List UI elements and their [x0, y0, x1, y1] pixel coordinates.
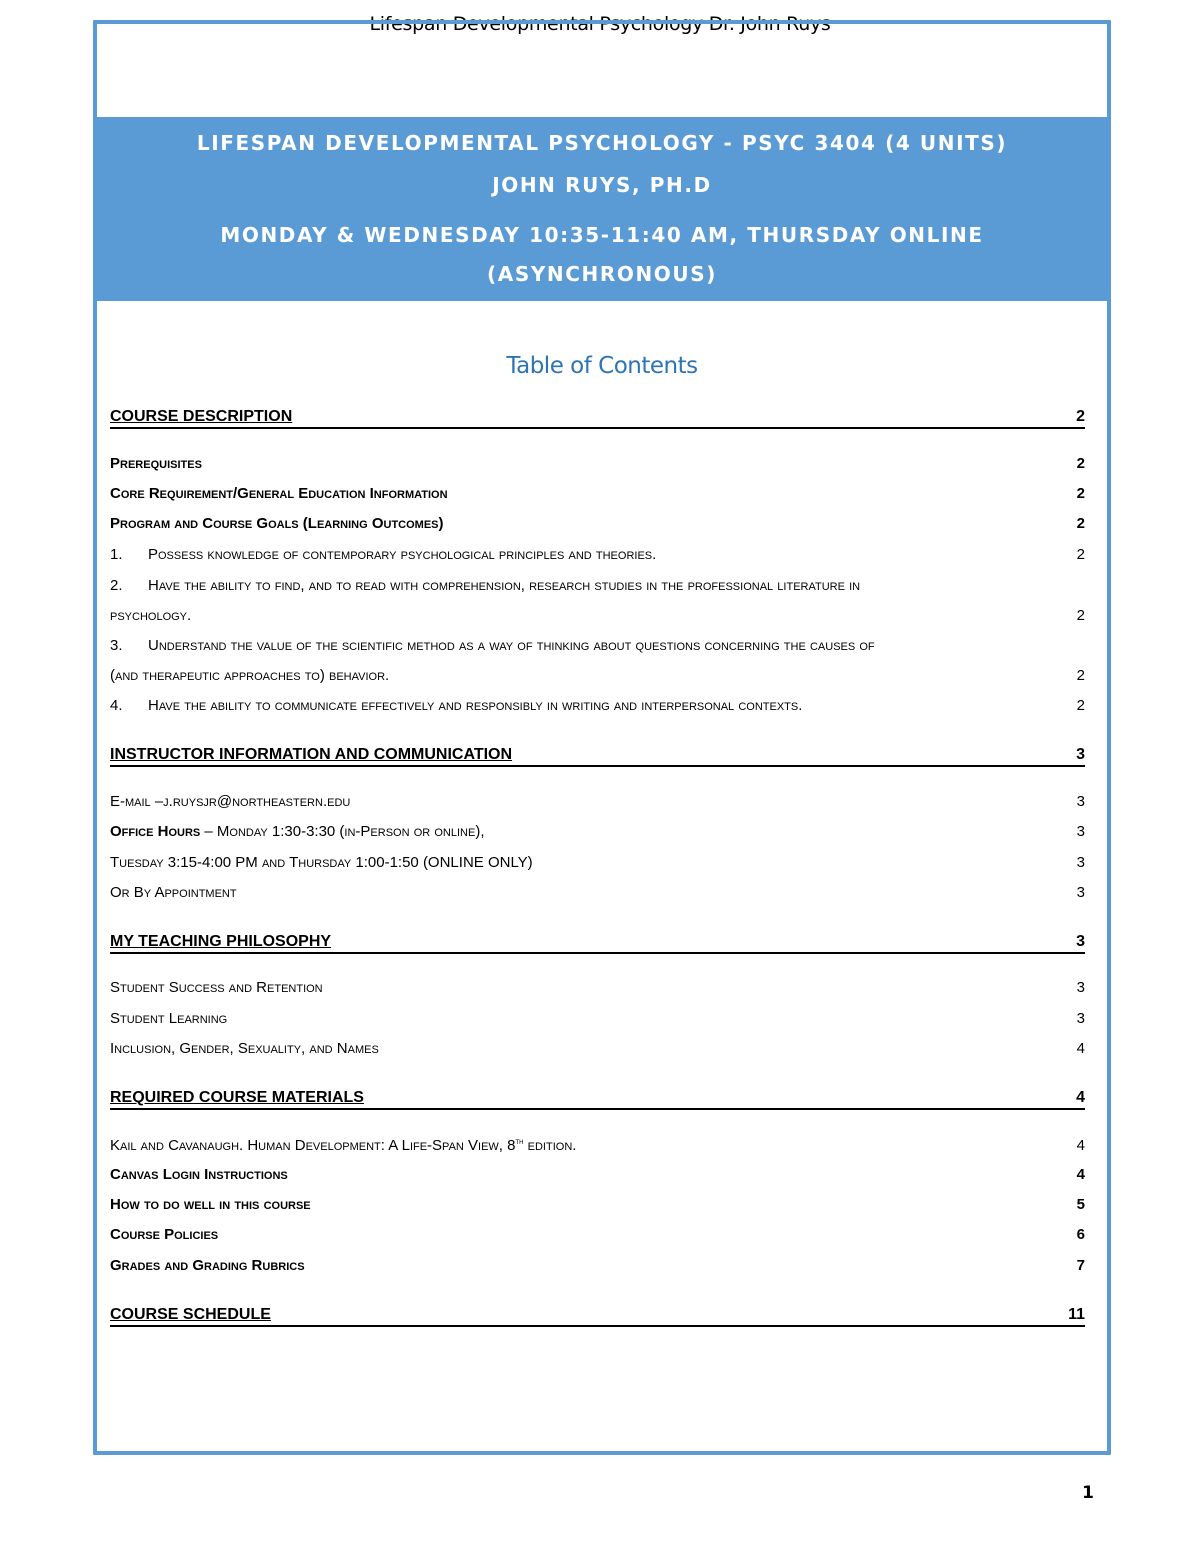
toc-item-grades[interactable]: Grades and Grading Rubrics 7: [110, 1257, 1085, 1274]
running-header: Lifespan Developmental Psychology Dr. John Ruys: [369, 13, 831, 35]
toc-item-core-requirement[interactable]: Core Requirement/General Education Information 2: [110, 485, 1085, 502]
toc-heading-course-materials[interactable]: REQUIRED COURSE MATERIALS 4: [110, 1089, 1085, 1110]
banner-schedule: MONDAY & WEDNESDAY 10:35-11:40 AM, THURSDAY ONLINE: [220, 223, 984, 247]
toc-heading-course-description[interactable]: COURSE DESCRIPTION 2: [110, 408, 1085, 429]
toc-heading-teaching-philosophy[interactable]: MY TEACHING PHILOSOPHY 3: [110, 933, 1085, 954]
toc-item-how-to-do-well[interactable]: How to do well in this course 5: [110, 1196, 1085, 1213]
toc-item-office-hours[interactable]: Office Hours – Monday 1:30-3:30 (in-Person or online), 3: [110, 823, 1085, 840]
page-number: 1: [1082, 1483, 1094, 1503]
toc-item-email[interactable]: E-mail –j.ruysjr@northeastern.edu 3: [110, 793, 1085, 810]
toc-item-goal-2-cont[interactable]: psychology. 2: [110, 607, 1085, 624]
toc-heading-instructor-info[interactable]: INSTRUCTOR INFORMATION AND COMMUNICATION 3: [110, 746, 1085, 767]
banner-course-title: LIFESPAN DEVELOPMENTAL PSYCHOLOGY - PSYC 3404 (4 UNITS): [196, 131, 1008, 155]
banner-instructor: JOHN RUYS, PH.D: [492, 173, 712, 197]
toc-heading-course-schedule[interactable]: COURSE SCHEDULE 11: [110, 1306, 1085, 1327]
toc-item-canvas-login[interactable]: Canvas Login Instructions 4: [110, 1166, 1085, 1183]
toc-item-goal-2[interactable]: 2. Have the ability to find, and to read with comprehension, research studies in the professional literature in: [110, 577, 861, 594]
cover-frame: [93, 20, 1111, 1455]
toc-item-goal-4[interactable]: 4. Have the ability to communicate effectively and responsibly in writing and interpersonal contexts. 2: [110, 697, 1085, 714]
toc-item-goal-1[interactable]: 1. Possess knowledge of contemporary psychological principles and theories. 2: [110, 546, 1085, 563]
toc-item-student-success[interactable]: Student Success and Retention 3: [110, 979, 1085, 996]
toc-item-textbook[interactable]: Kail and Cavanaugh. Human Development: A Life-Span View, 8th edition. 4: [110, 1136, 1085, 1154]
toc-item-program-goals[interactable]: Program and Course Goals (Learning Outcomes) 2: [110, 515, 1085, 532]
toc-item-goal-3[interactable]: 3. Understand the value of the scientific method as a way of thinking about questions concerning the causes of: [110, 637, 875, 654]
toc-item-office-hours-2[interactable]: Tuesday 3:15-4:00 PM and Thursday 1:00-1:50 (ONLINE ONLY) 3: [110, 854, 1085, 871]
toc-item-inclusion[interactable]: Inclusion, Gender, Sexuality, and Names 4: [110, 1040, 1085, 1057]
toc-item-student-learning[interactable]: Student Learning 3: [110, 1010, 1085, 1027]
toc-title: Table of Contents: [506, 353, 698, 379]
toc-item-course-policies[interactable]: Course Policies 6: [110, 1226, 1085, 1243]
toc-item-goal-3-cont[interactable]: (and therapeutic approaches to) behavior. 2: [110, 667, 1085, 684]
banner-schedule-note: (ASYNCHRONOUS): [487, 262, 717, 286]
course-banner: [97, 117, 1107, 301]
toc-item-appointment[interactable]: Or By Appointment 3: [110, 884, 1085, 901]
toc-item-prerequisites[interactable]: Prerequisites 2: [110, 455, 1085, 472]
